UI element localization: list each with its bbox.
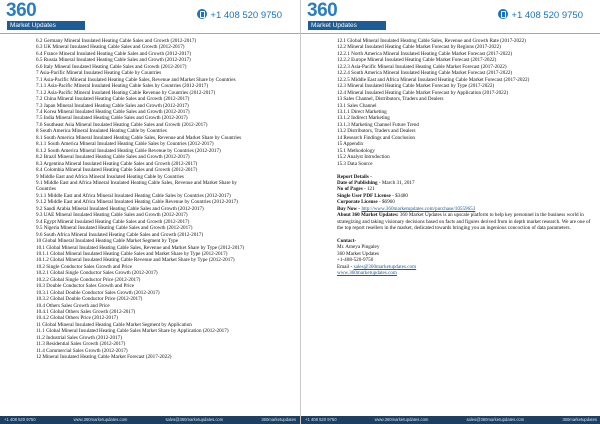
right-content (337, 38, 593, 277)
corporate-license-value: - $6960 (377, 199, 395, 206)
logo-text: Market Updates (7, 21, 85, 30)
toc-line: 11.2 Industrial Sales Growth (2012-2017) (36, 334, 122, 341)
toc-line: 10.1.2 Global Mineral Insulated Heating Cable Revenue and Market Share by Type (2012-2017) (36, 257, 235, 264)
header-phone-number: +1 408 520 9750 (511, 10, 583, 21)
toc-list-right (337, 38, 593, 167)
logo-number: 360 (6, 0, 37, 21)
toc-line: 6.3 UK Mineral Insulated Heating Cable Sales and Growth (2012-2017) (36, 44, 185, 51)
buy-now-link[interactable]: http://www.360marketupdates.com/purchase/10559653 (361, 205, 476, 212)
header-divider (301, 33, 600, 34)
toc-line: 12.2.2 Europe Mineral Insulated Heating Cable Market Forecast (2017-2022) (337, 57, 497, 64)
toc-line: 9.1.2 Middle East and Africa Mineral Insulated Heating Cable Revenue by Countries (2012-2017) (36, 199, 238, 206)
publishing-value: - March 31, 2017 (377, 179, 415, 186)
toc-line: 12.2.3 Asia-Pacific Mineral Insulated Heating Cable Market Forecast (2017-2022) (337, 63, 507, 70)
contact-name: Mr. Ameya Pingaley (337, 244, 380, 251)
site-link[interactable]: www.360marketupdates.com (337, 270, 397, 277)
header-phone[interactable] (197, 9, 282, 21)
single-license-value: - $3480 (390, 192, 408, 199)
toc-line: 10.1 Global Mineral Insulated Heating Cable Sales, Revenue and Market Share by Type (2012-2017) (36, 244, 245, 251)
toc-line: 10 Global Mineral Insulated Heating Cable Market Segment by Type (36, 238, 179, 245)
toc-line: 8 South America Mineral Insulated Heating Cable by Countries (36, 128, 167, 135)
footer-phone: +1 408 520 9750 (305, 417, 337, 422)
email-label: Email - (337, 263, 353, 270)
toc-line: 7.1.2 Asia-Pacific Mineral Insulated Heating Cable Revenue by Countries (2012-2017) (36, 89, 216, 96)
phone-icon (197, 9, 207, 19)
buy-now-label: Buy Now (337, 205, 358, 212)
toc-line: 10.4.2 Global Others Price (2012-2017) (36, 315, 118, 322)
page-footer (0, 416, 300, 424)
corporate-license-label: Corporate License (337, 199, 378, 206)
toc-line: 8.2 Brazil Mineral Insulated Heating Cable Sales and Growth (2012-2017) (36, 154, 190, 161)
toc-line: 13.1 Sales Channel (337, 102, 377, 109)
toc-line: 10.3.1 Global Double Conductor Sales Growth (2012-2017) (36, 289, 160, 296)
toc-line: 6.5 Russia Mineral Insulated Heating Cable Sales and Growth (2012-2017) (36, 57, 191, 64)
phone-icon (498, 9, 508, 19)
single-license-label: Single User PDF License (337, 192, 391, 199)
toc-line: 10.3 Double Conductor Sales Growth and Price (36, 283, 135, 290)
page-header (0, 0, 300, 34)
toc-line: 12.2.5 Middle East and Africa Mineral Insulated Heating Cable Market Forecast (2017-2022) (337, 76, 530, 83)
toc-line: 11.1 Global Mineral Insulated Heating Cable Sales Market Share by Application (2012-2017) (36, 328, 229, 335)
toc-line: 8.1.2 South America Mineral Insulated Heating Cable Revenue by Countries (2012-2017) (36, 147, 221, 154)
toc-line: 12 Mineral Insulated Heating Cable Market Forecast (2017-2022) (36, 354, 172, 361)
about-paragraph (337, 212, 593, 231)
toc-line: 7.1.1 Asia-Pacific Mineral Insulated Heating Cable Sales by Countries (2012-2017) (36, 83, 209, 90)
toc-line: 14 Research Findings and Conclusion (337, 134, 415, 141)
toc-line: 9.3 UAE Mineral Insulated Heating Cable Sales and Growth (2012-2017) (36, 212, 188, 219)
footer-site-short[interactable]: 360marketupdates (261, 417, 296, 422)
header-divider (0, 33, 300, 34)
toc-line: 12.2.4 South America Mineral Insulated Heating Cable Market Forecast (2017-2022) (337, 70, 513, 77)
email-link[interactable]: sales@360marketupdates.com (353, 263, 417, 270)
toc-line: 15.2 Analyst Introduction (337, 154, 390, 161)
page-header (301, 0, 600, 34)
toc-line: 12.2 Mineral Insulated Heating Cable Market Forecast by Regions (2017-2022) (337, 44, 501, 51)
footer-site[interactable]: www.360marketupdates.com (374, 417, 429, 422)
toc-line: 9.1 Middle East and Africa Mineral Insulated Heating Cable Sales, Revenue and Market Share by (36, 179, 237, 186)
pages-label: No of Pages (337, 186, 363, 193)
toc-line: 10.3.2 Global Double Conductor Price (2012-2017) (36, 296, 143, 303)
logo-text: Market Updates (308, 21, 386, 30)
toc-line: 9.4 Egypt Mineral Insulated Heating Cable Sales and Growth (2012-2017) (36, 218, 190, 225)
toc-line: 12.2.1 North America Mineral Insulated Heating Cable Market Forecast (2017-2022) (337, 50, 513, 57)
footer-site-short[interactable]: 360marketupdates (562, 417, 597, 422)
toc-line: 8.4 Colombia Mineral Insulated Heating Cable Sales and Growth (2012-2017) (36, 167, 198, 174)
toc-line: 7 Asia-Pacific Mineral Insulated Heating Cable by Countries (36, 70, 162, 77)
brand-logo[interactable] (6, 0, 86, 31)
toc-line: 13 Sales Channel, Distributors, Traders and Dealers (337, 96, 444, 103)
toc-line: 11 Global Mineral Insulated Heating Cable Market Segment by Application (36, 321, 192, 328)
publishing-label: Date of Publishing (337, 179, 378, 186)
toc-list-left (36, 38, 292, 361)
toc-line: 9.6 South Africa Mineral Insulated Heating Cable Sales and Growth (2012-2017) (36, 231, 204, 238)
toc-line: 13.2 Distributors, Traders and Dealers (337, 128, 416, 135)
toc-line: 10.2.1 Global Single Conductor Sales Growth (2012-2017) (36, 270, 158, 277)
toc-line: 7.4 Korea Mineral Insulated Heating Cable Sales and Growth (2012-2017) (36, 108, 190, 115)
contact-site (337, 270, 593, 276)
footer-site[interactable]: www.360marketupdates.com (73, 417, 128, 422)
toc-line: 10.1.1 Global Mineral Insulated Heating Cable Sales and Market Share by Type (2012-2017) (36, 250, 228, 257)
right-page (300, 0, 600, 424)
footer-phone: +1 408 520 9750 (4, 417, 36, 422)
header-phone[interactable] (498, 9, 583, 21)
toc-line: 9.1.1 Middle East and Africa Mineral Insulated Heating Cable Sales by Countries (2012-2017) (36, 192, 231, 199)
toc-line: 12.1 Global Mineral Insulated Heating Cable Sales, Revenue and Growth Rate (2017-2022) (337, 38, 526, 44)
toc-line: 8.3 Argentina Mineral Insulated Heating Cable Sales and Growth (2012-2017) (36, 160, 198, 167)
toc-line: 15 Appendix (337, 141, 364, 148)
logo-number: 360 (307, 0, 338, 21)
header-phone-number: +1 408 520 9750 (210, 10, 282, 21)
toc-line: 10.4.1 Global Others Sales Growth (2012-2017) (36, 309, 136, 316)
toc-line: 10.2 Single Conductor Sales Growth and Price (36, 263, 133, 270)
toc-line: 10.4 Others Sales Growth and Price (36, 302, 110, 309)
toc-line: 7.5 India Mineral Insulated Heating Cable Sales and Growth (2012-2017) (36, 115, 188, 122)
toc-line: 6.6 Italy Mineral Insulated Heating Cable Sales and Growth (2012-2017) (36, 63, 187, 70)
contact-company: 360 Market Updates (337, 250, 379, 257)
report-details-heading: Report Details - (337, 173, 372, 180)
contact-phone[interactable]: +1-408-520-9750 (337, 257, 374, 264)
pages-value: - 121 (362, 186, 375, 193)
toc-line: 13.1.2 Indirect Marketing (337, 115, 390, 122)
toc-line: 12.4 Mineral Insulated Heating Cable Market Forecast by Application (2017-2022) (337, 89, 509, 96)
toc-line: 7.6 Southeast Asia Mineral Insulated Heating Cable Sales and Growth (2012-2017) (36, 121, 208, 128)
toc-line: 7.2 China Mineral Insulated Heating Cable Sales and Growth (2012-2017) (36, 96, 190, 103)
toc-line: 11.3 Residential Sales Growth (2012-2017) (36, 341, 126, 348)
toc-line: 13.1.1 Direct Marketing (337, 108, 387, 115)
toc-line: 7.3 Japan Mineral Insulated Heating Cable Sales and Growth (2012-2017) (36, 102, 189, 109)
toc-line: 6.2 Germany Mineral Insulated Heating Cable Sales and Growth (2012-2017) (36, 38, 197, 44)
toc-line: 9.2 Saudi Arabia Mineral Insulated Heating Cable Sales and Growth (2012-2017) (36, 205, 204, 212)
toc-line: 13.1.3 Marketing Channel Future Trend (337, 121, 419, 128)
buy-now-sep: - (357, 205, 362, 212)
toc-line: Countries (36, 186, 56, 193)
toc-line: 6.4 France Mineral Insulated Heating Cable Sales and Growth (2012-2017) (36, 50, 192, 57)
footer-email[interactable]: sales@360marketupdates.com (466, 417, 525, 422)
toc-line: 12.3 Mineral Insulated Heating Cable Market Forecast by Type (2017-2022) (337, 83, 495, 90)
contact-heading: Contact- (337, 238, 357, 245)
toc-line: 8.1.1 South America Mineral Insulated Heating Cable Sales by Countries (2012-2017) (36, 141, 214, 148)
toc-line: 11.4 Commercial Sales Growth (2012-2017) (36, 347, 128, 354)
footer-email[interactable]: sales@360marketupdates.com (165, 417, 224, 422)
page-footer (301, 416, 600, 424)
toc-line: 7.1 Asia-Pacific Mineral Insulated Heating Cable Sales, Revenue and Market Share by Countries (36, 76, 236, 83)
toc-line: 10.2.2 Global Single Conductor Price (2012-2017) (36, 276, 141, 283)
about-label: About 360 Market Updates: (337, 212, 399, 219)
toc-line: 8.1 South America Mineral Insulated Heating Cable Sales, Revenue and Market Share by Countries (36, 134, 242, 141)
toc-line: 9 Middle East and Africa Mineral Insulated Heating Cable by Countries (36, 173, 184, 180)
toc-line: 9.5 Nigeria Mineral Insulated Heating Cable Sales and Growth (2012-2017) (36, 225, 193, 232)
toc-line: 15.3 Data Source (337, 160, 373, 167)
brand-logo[interactable] (307, 0, 387, 31)
toc-line: 15.1 Methodology (337, 147, 375, 154)
about-text: 360 Market Updates is an upscale platform to help key personnel in the business world in strategizing and taking visionary decisions based on facts and figures derived from in depth market research. We are one of the top report resellers in the market, dedicated towards bringing you an ingenious concoction of data parameters. (337, 212, 591, 232)
